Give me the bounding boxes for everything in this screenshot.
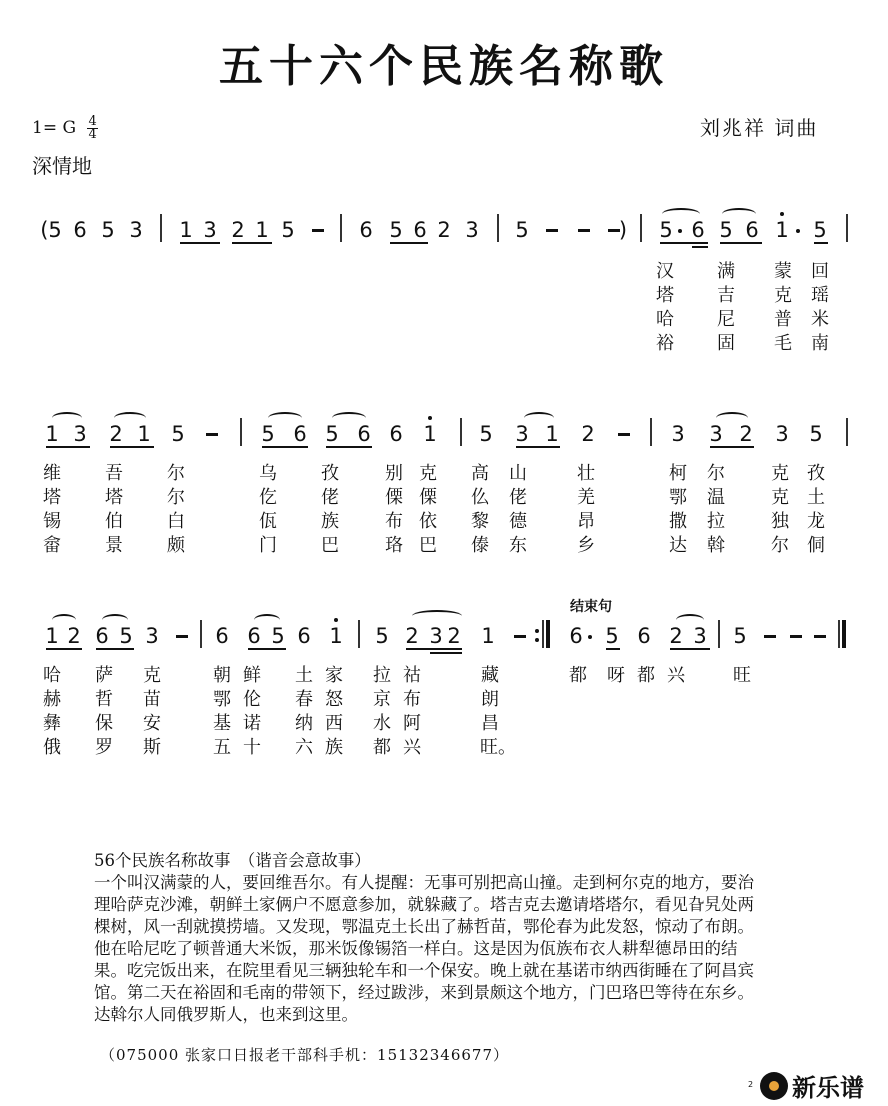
lyric: 京 (373, 689, 391, 710)
lyric: 畲 (43, 535, 61, 556)
lyric: 祜 (403, 665, 421, 686)
augmentation-dot (796, 229, 800, 233)
note: 5 (281, 218, 295, 242)
note: 2 (67, 624, 81, 648)
lyric: 昌 (481, 713, 499, 734)
lyric: 伦 (243, 689, 261, 710)
octave-dot (780, 212, 784, 216)
lyric: 藏 (481, 665, 499, 686)
underline (660, 242, 708, 244)
underline (720, 242, 762, 244)
note: 5 (389, 218, 403, 242)
note: 2 (109, 422, 123, 446)
note: 2 (231, 218, 245, 242)
lyric: 满 (717, 261, 735, 282)
lyric: 米 (811, 309, 829, 330)
lyric: 族 (325, 737, 343, 758)
lyric: 维 (43, 463, 61, 484)
lyric: 锡 (43, 511, 61, 532)
lyric: 安 (143, 713, 161, 734)
barline (200, 620, 202, 648)
lyric: 景 (105, 535, 123, 556)
octave-dot (334, 618, 338, 622)
note: (5 (40, 218, 62, 242)
underline (606, 648, 620, 650)
lyric: 别 (385, 463, 403, 484)
lyric: 克 (774, 285, 792, 306)
lyric: 毛 (774, 333, 792, 354)
key-signature (32, 116, 98, 141)
lyric: 南 (811, 333, 829, 354)
note: 5 (375, 624, 389, 648)
lyric: 鄂 (669, 487, 687, 508)
note: 2 (669, 624, 683, 648)
lyric: 裕 (656, 333, 674, 354)
lyric: 土 (295, 665, 313, 686)
lyric: 佤 (259, 511, 277, 532)
underline (692, 246, 708, 248)
augmentation-dot (588, 635, 592, 639)
lyric: 克 (771, 463, 789, 484)
lyric: 克 (419, 463, 437, 484)
lyric: 呀 (607, 665, 625, 686)
lyric: 撒 (669, 511, 687, 532)
lyric: 吉 (717, 285, 735, 306)
note: 3 (73, 422, 87, 446)
lyric: 回 (811, 261, 829, 282)
paren-close: ) (618, 218, 628, 242)
lyric: 普 (774, 309, 792, 330)
note: 6 (357, 422, 371, 446)
lyric: 布 (403, 689, 421, 710)
note: 3 (465, 218, 479, 242)
lyric: 怒 (325, 689, 343, 710)
augmentation-dot (678, 229, 682, 233)
note: 1 (45, 624, 59, 648)
note: 3 (775, 422, 789, 446)
final-barline-thin (838, 620, 840, 648)
story-heading: 56个民族名称故事 （谐音会意故事） (94, 851, 371, 870)
note: 6 (247, 624, 261, 648)
lyric: 塔 (656, 285, 674, 306)
time-signature (87, 116, 97, 141)
note: 5 (605, 624, 619, 648)
underline (46, 446, 90, 448)
note: 3 (429, 624, 443, 648)
note: 5 (515, 218, 529, 242)
note: 5 (261, 422, 275, 446)
lyric: 拉 (373, 665, 391, 686)
lyric: 仫 (471, 487, 489, 508)
lyric: 十 (243, 737, 261, 758)
dash (790, 635, 802, 638)
note: 3 (693, 624, 707, 648)
lyric: 萨 (95, 665, 113, 686)
lyric: 西 (325, 713, 343, 734)
note: 1 (775, 218, 789, 242)
lyric: 苗 (143, 689, 161, 710)
note: 5 (809, 422, 823, 446)
underline (670, 648, 710, 650)
lyric: 布 (385, 511, 403, 532)
lyric: 佬 (321, 487, 339, 508)
note: 1 (423, 422, 437, 446)
repeat-dot (535, 629, 539, 633)
story-line: 达斡尔人同俄罗斯人，也来到这里。 (94, 1005, 358, 1024)
lyric: 达 (669, 535, 687, 556)
dash (618, 433, 630, 436)
lyric: 鲜 (243, 665, 261, 686)
lyric: 塔 (43, 487, 61, 508)
lyric: 瑶 (811, 285, 829, 306)
underline (430, 652, 462, 654)
lyric: 白 (167, 511, 185, 532)
lyric: 巴 (321, 535, 339, 556)
underline (46, 648, 82, 650)
dash (176, 635, 188, 638)
lyric: 都 (637, 665, 655, 686)
note: 5 (271, 624, 285, 648)
lyric: 家 (325, 665, 343, 686)
underline (814, 242, 828, 244)
barline (460, 418, 462, 446)
lyric: 乡 (577, 535, 595, 556)
lyric: 傈 (385, 487, 403, 508)
lyric: 六 (295, 737, 313, 758)
barline (718, 620, 720, 648)
lyric: 昂 (577, 511, 595, 532)
lyric: 珞 (385, 535, 403, 556)
note: 2 (437, 218, 451, 242)
note: 2 (581, 422, 595, 446)
lyric: 尔 (771, 535, 789, 556)
underline (248, 648, 286, 650)
note: 6 (569, 624, 583, 648)
lyric: 基 (213, 713, 231, 734)
lyric: 固 (717, 333, 735, 354)
note: 3 (709, 422, 723, 446)
lyric: 罗 (95, 737, 113, 758)
dash (764, 635, 776, 638)
lyric: 塔 (105, 487, 123, 508)
story-line: 理哈萨克沙滩，朝鲜土家俩户不愿意参加，就躲藏了。塔吉克去邀请塔塔尔，看见旮旯处两 (94, 895, 754, 914)
lyric: 兴 (403, 737, 421, 758)
lyric: 兴 (667, 665, 685, 686)
note: 2 (447, 624, 461, 648)
lyric: 侗 (807, 535, 825, 556)
note: 5 (813, 218, 827, 242)
story-line: 他在哈尼吃了顿普通大米饭，那米饭像锡箔一样白。这是因为佤族布衣人耕犁德昂田的结 (94, 939, 738, 958)
lyric: 水 (373, 713, 391, 734)
lyric: 诺 (243, 713, 261, 734)
note: 5 (171, 422, 185, 446)
note: 3 (129, 218, 143, 242)
note: 6 (413, 218, 427, 242)
lyric: 保 (95, 713, 113, 734)
lyric: 龙 (807, 511, 825, 532)
lyric: 高 (471, 463, 489, 484)
story-line: 馆。第二天在裕固和毛南的带领下，经过跋涉，来到景颇这个地方，门巴珞巴等待在东乡。 (94, 983, 754, 1002)
story-line: 棵树，风一刮就摸捞墙。又发现，鄂温克土长出了赫哲苗，鄂伦春为此发怒，惊动了布朗。 (94, 917, 754, 936)
repeat-barline-thick (546, 620, 550, 648)
lyric: 都 (569, 665, 587, 686)
note: 1 (45, 422, 59, 446)
lyric: 彝 (43, 713, 61, 734)
dash (814, 635, 826, 638)
lyric: 朗 (481, 689, 499, 710)
note: 6 (359, 218, 373, 242)
lyric: 傈 (419, 487, 437, 508)
story-line: 果。吃完饭出来，在院里看见三辆独轮车和一个保安。晚上就在基诺市纳西街睡在了阿昌宾 (94, 961, 754, 980)
note: 6 (637, 624, 651, 648)
lyric: 鄂 (213, 689, 231, 710)
underline (110, 446, 154, 448)
note: 6 (293, 422, 307, 446)
lyric: 旺 (733, 665, 751, 686)
lyric: 斡 (707, 535, 725, 556)
lyric: 傣 (471, 535, 489, 556)
lyric: 羌 (577, 487, 595, 508)
underline (232, 242, 272, 244)
lyric: 旺。 (480, 737, 516, 758)
underline (406, 648, 462, 650)
lyric: 依 (419, 511, 437, 532)
lyric: 俄 (43, 737, 61, 758)
note: 6 (95, 624, 109, 648)
note: 1 (329, 624, 343, 648)
note: 5 (733, 624, 747, 648)
note: 1 (481, 624, 495, 648)
note: 2 (739, 422, 753, 446)
slur (412, 610, 462, 622)
note: 5 (325, 422, 339, 446)
barline (497, 214, 499, 242)
octave-dot (428, 416, 432, 420)
underline (390, 242, 428, 244)
lyric: 都 (373, 737, 391, 758)
note: 6 (215, 624, 229, 648)
final-barline-thick (842, 620, 846, 648)
repeat-barline-thin (542, 620, 544, 648)
barline (340, 214, 342, 242)
lyric: 尼 (717, 309, 735, 330)
lyric: 门 (259, 535, 277, 556)
underline (326, 446, 372, 448)
lyric: 尔 (167, 463, 185, 484)
tempo-marking: 深情地 (32, 154, 92, 178)
note: 2 (405, 624, 419, 648)
lyric: 春 (295, 689, 313, 710)
lyric: 汉 (656, 261, 674, 282)
note: 6 (745, 218, 759, 242)
lyric: 哈 (43, 665, 61, 686)
barline (240, 418, 242, 446)
note: 3 (515, 422, 529, 446)
contact-info: （075000 张家口日报老干部科手机：15132346677） (100, 1046, 510, 1064)
dash (578, 229, 590, 232)
lyric: 仡 (259, 487, 277, 508)
barline (650, 418, 652, 446)
author-credit: 刘兆祥 词曲 (700, 116, 819, 140)
lyric: 吾 (105, 463, 123, 484)
note: 3 (671, 422, 685, 446)
lyric: 斯 (143, 737, 161, 758)
lyric: 土 (807, 487, 825, 508)
barline (358, 620, 360, 648)
underline (516, 446, 560, 448)
lyric: 孜 (321, 463, 339, 484)
lyric: 伯 (105, 511, 123, 532)
key-label: 1= G (32, 118, 77, 138)
lyric: 阿 (403, 713, 421, 734)
lyric: 克 (143, 665, 161, 686)
dash (546, 229, 558, 232)
barline (160, 214, 162, 242)
logo-text: 新乐谱 (792, 1074, 864, 1102)
lyric: 山 (509, 463, 527, 484)
page-mark: 2 (748, 1080, 754, 1089)
lyric: 族 (321, 511, 339, 532)
note: 1 (179, 218, 193, 242)
lyric: 独 (771, 511, 789, 532)
dash (206, 433, 218, 436)
story-section (94, 850, 854, 1026)
underline (710, 446, 754, 448)
lyric: 德 (509, 511, 527, 532)
note: 6 (389, 422, 403, 446)
lyric: 佬 (509, 487, 527, 508)
underline (262, 446, 308, 448)
lyric: 哈 (656, 309, 674, 330)
lyric: 东 (509, 535, 527, 556)
lyric: 温 (707, 487, 725, 508)
repeat-dot (535, 638, 539, 642)
lyric: 朝 (213, 665, 231, 686)
note: 5 (101, 218, 115, 242)
lyric: 柯 (669, 463, 687, 484)
lyric: 颇 (167, 535, 185, 556)
note: 5 (659, 218, 673, 242)
barline (846, 418, 848, 446)
lyric: 孜 (807, 463, 825, 484)
lyric: 赫 (43, 689, 61, 710)
lyric: 壮 (577, 463, 595, 484)
dash (514, 635, 526, 638)
underline (180, 242, 220, 244)
note: 5 (479, 422, 493, 446)
underline (96, 648, 134, 650)
note: 1 (545, 422, 559, 446)
lyric: 五 (213, 737, 231, 758)
lyric: 乌 (259, 463, 277, 484)
lyric: 尔 (707, 463, 725, 484)
note: 5 (119, 624, 133, 648)
note: 6 (73, 218, 87, 242)
note: 6 (297, 624, 311, 648)
note: 5 (719, 218, 733, 242)
watermark-logo (760, 1068, 864, 1103)
time-sig-bottom: 4 (88, 127, 97, 142)
story-line: 一个叫汉满蒙的人，要回维吾尔。有人提醒：无事可别把高山撞。走到柯尔克的地方，要治 (94, 873, 754, 892)
lyric: 克 (771, 487, 789, 508)
lyric: 尔 (167, 487, 185, 508)
song-title: 五十六个民族名称歌 (219, 41, 669, 92)
vinyl-record-icon (760, 1072, 788, 1100)
note: 3 (145, 624, 159, 648)
ending-label: 结束句 (570, 599, 612, 615)
lyric: 哲 (95, 689, 113, 710)
note: 3 (203, 218, 217, 242)
dash (312, 229, 324, 232)
lyric: 巴 (419, 535, 437, 556)
lyric: 纳 (295, 713, 313, 734)
time-sig-top: 4 (88, 114, 97, 129)
lyric: 拉 (707, 511, 725, 532)
note: 1 (137, 422, 151, 446)
barline (640, 214, 642, 242)
barline (846, 214, 848, 242)
note: 6 (691, 218, 705, 242)
lyric: 蒙 (774, 261, 792, 282)
lyric: 黎 (471, 511, 489, 532)
note: 1 (255, 218, 269, 242)
